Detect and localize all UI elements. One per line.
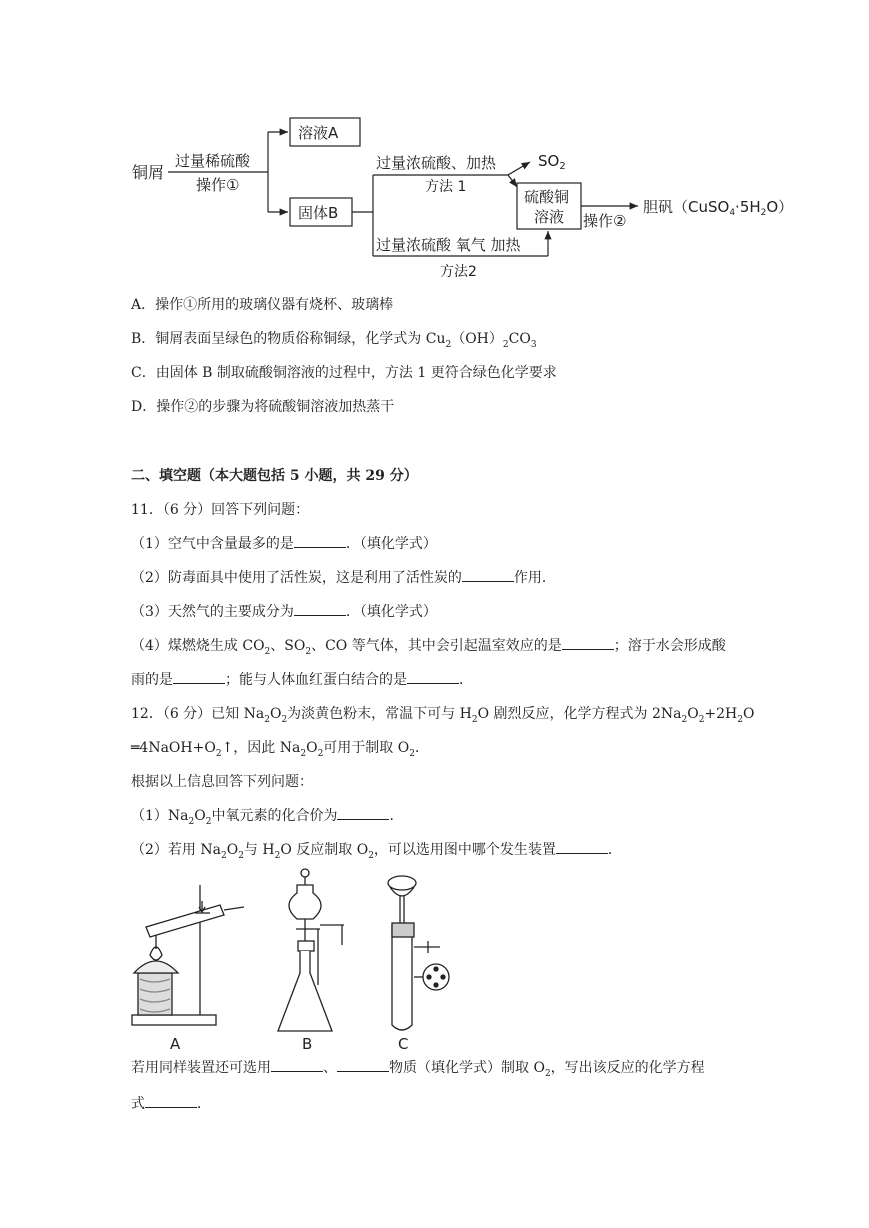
flow-step1-operation: 操作① [196,176,240,194]
apparatus-b-icon [278,869,344,1031]
flow-so2-sub: 2 [559,161,566,172]
svg-text:胆矾（CuSO4·5H2O）: 胆矾$(CuSO_4\cdot 5H_2O)$ [643,198,794,218]
flow-method1-label: 方法 1 [425,179,467,195]
flow-product: 胆矾（CuSO [643,198,730,216]
flow-method2-label: 方法2 [440,264,477,280]
q12-part2: （2）若用 $Na_2O_2$与 $H_2O$ 反应制取 $O_2$，可以选用图中哪个发生装置 ． [131,842,622,861]
answer-blank[interactable] [337,1059,389,1072]
flow-method1-reagent: 过量浓硫酸、加热 [376,154,497,172]
apparatus-label-b: B [302,1035,313,1053]
q12-line1: 12．（6 分）已知 $Na_2O_2$为淡黄色粉末，常温下可与 $H_2O$ 剧烈反应，化学方程式为 $2Na_2O_2+2H_2O$ [131,706,755,725]
option-d: D．操作②的步骤为将硫酸铜溶液加热蒸干 [131,399,395,415]
answer-blank[interactable] [145,1095,197,1108]
flow-step1-reagent: 过量稀硫酸 [175,152,251,170]
answer-blank[interactable] [462,569,514,582]
option-c: C．由固体 B 制取硫酸铜溶液的过程中，方法 1 更符合绿色化学要求 [131,365,557,381]
flow-box-b-label: 固体B [298,204,339,222]
answer-blank[interactable] [407,671,459,684]
flow-start: 铜屑 [132,163,165,182]
flow-cuso4-line2: 溶液 [534,208,565,226]
apparatus-figure [120,865,470,1055]
flow-box-a-label: 溶液A [298,124,339,142]
flow-so2: SO [538,152,560,170]
option-a: A．操作①所用的玻璃仪器有烧杯、玻璃棒 [131,297,394,313]
apparatus-a-icon [132,885,244,1025]
q11-part4-line1: （4）煤燃烧生成 $CO_2$、$SO_2$、CO 等气体，其中会引起温室效应的是 ；溶于水会形成酸 [131,638,726,657]
apparatus-label-a: A [170,1035,181,1053]
svg-text:SO2 [538,152,566,172]
answer-blank[interactable] [337,807,389,820]
apparatus-c-icon [388,876,449,1030]
q11-part3: （3）天然气的主要成分为 ．（填化学式） [131,604,437,620]
answer-blank[interactable] [294,603,346,616]
q12-line2: $═4NaOH+O_2↑$，因此 $Na_2O_2$可用于制取 $O_2$． [131,740,429,759]
answer-blank[interactable] [271,1059,323,1072]
q12-line4: 若用同样装置还可选用 、 物质（填化学式）制取 $O_2$，写出该反应的化学方程 [131,1060,705,1079]
process-flowchart [0,0,869,290]
answer-blank[interactable] [556,841,608,854]
q11-part1: （1）空气中含量最多的是 ．（填化学式） [131,536,437,552]
option-b: B．铜屑表面呈绿色的物质俗称铜绿，化学式为 $Cu_2(OH)_2CO_3$ [131,331,537,350]
answer-blank[interactable] [562,637,614,650]
q12-line5: 式 ． [131,1096,211,1112]
q11-part4-line2: 雨的是 ；能与人体血红蛋白结合的是 ． [131,672,473,688]
q11-part2: （2）防毒面具中使用了活性炭，这是利用了活性炭的 作用． [131,570,556,586]
answer-blank[interactable] [173,671,225,684]
flow-method2-reagent: 过量浓硫酸 氧气 加热 [376,236,521,254]
section-title: 二、填空题（本大题包括 5 小题，共 29 分） [131,468,418,484]
q11-head: 11．（6 分）回答下列问题： [131,502,310,518]
flow-op2: 操作② [583,212,627,230]
q12-line3: 根据以上信息回答下列问题： [131,774,313,790]
answer-blank[interactable] [294,535,346,548]
q12-part1: $(1)Na_2O_2$中氧元素的化合价为 ． [131,808,404,827]
apparatus-label-c: C [398,1035,409,1053]
flow-cuso4-line1: 硫酸铜 [524,188,570,206]
